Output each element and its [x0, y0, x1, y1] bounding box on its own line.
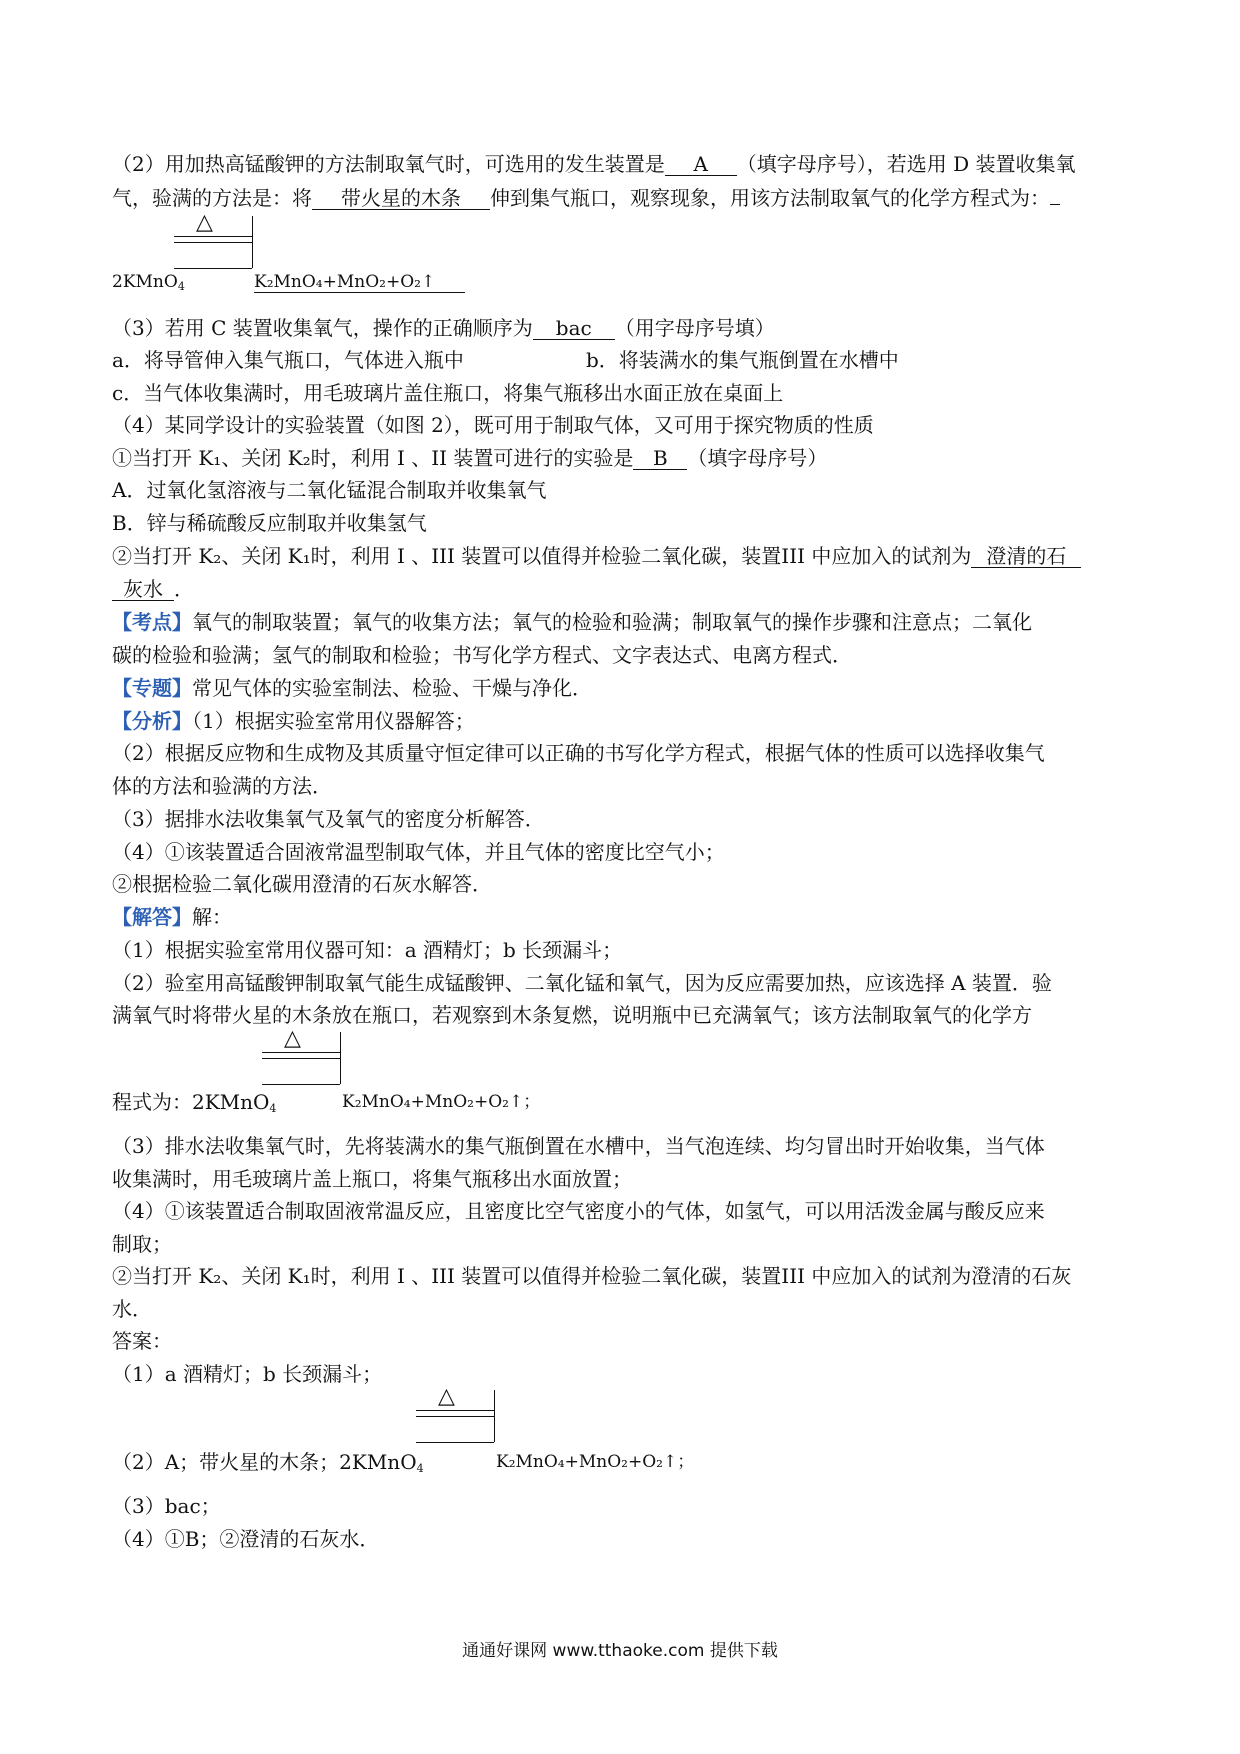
jieda-line4: 程式为：2KMnO$_4$	[112, 1090, 277, 1115]
delta-icon: △	[284, 1026, 301, 1051]
q3-opt-a: a．将导管伸入集气瓶口，气体进入瓶中	[112, 348, 464, 372]
answer-3: （3）bac；	[112, 1494, 221, 1518]
q2-line1	[112, 152, 1075, 176]
q4-blank2b: 灰水	[112, 578, 174, 601]
q4-opt-A: A．过氧化氢溶液与二氧化锰混合制取并收集氧气	[112, 478, 547, 502]
page-footer: 通通好课网 www.tthaoke.com 提供下载	[462, 1641, 778, 1661]
jieda-line7: （4）①该装置适合制取固液常温反应，且密度比空气密度小的气体，如氢气，可以用活泼金属与酸反应来	[112, 1199, 1045, 1223]
zhuanti-line: 【专题】常见气体的实验室制法、检验、干燥与净化．	[112, 676, 592, 700]
jieda-line6: 收集满时，用毛玻璃片盖上瓶口，将集气瓶移出水面放置；	[112, 1167, 632, 1191]
jieda-line5: （3）排水法收集氧气时，先将装满水的集气瓶倒置在水槽中，当气泡连续、均匀冒出时开始收集，当气体	[112, 1134, 1045, 1158]
q3-blank: bac	[533, 317, 615, 340]
kaodian-line1: 【考点】氧气的制取装置；氧气的收集方法；氧气的检验和验满；制取氧气的操作步骤和注意点；二氧化	[112, 610, 1032, 634]
answer-title: 答案：	[112, 1329, 172, 1353]
jieda-equation-right: K₂MnO₄+MnO₂+O₂↑；	[342, 1092, 541, 1112]
q2-text1: （2）用加热高锰酸钾的方法制取氧气时，可选用的发生装置是	[112, 152, 665, 176]
q2-equation-left: 2KMnO$_4$	[112, 272, 185, 293]
answer-4: （4）①B；②澄清的石灰水．	[112, 1527, 380, 1551]
q4-part2-cont: 灰水 ．	[112, 577, 194, 601]
answer-2-equation-right: K₂MnO₄+MnO₂+O₂↑；	[496, 1452, 695, 1472]
fenxi-line6: ②根据检验二氧化碳用澄清的石灰水解答．	[112, 872, 492, 896]
jieda-line0: 【解答】解：	[112, 905, 232, 929]
delta-icon: △	[196, 210, 213, 235]
q2-blank3	[1050, 204, 1060, 205]
q2-text4: 伸到集气瓶口，观察现象，用该方法制取氧气的化学方程式为：	[490, 186, 1050, 210]
q2-text3: 气，验满的方法是：将	[112, 186, 312, 210]
q3-line1: （3）若用 C 装置收集氧气，操作的正确顺序为 bac （用字母序号填）	[112, 316, 775, 340]
jieda-line8: 制取；	[112, 1232, 172, 1256]
kaodian-line2: 碳的检验和验满；氢气的制取和检验；书写化学方程式、文字表达式、电离方程式．	[112, 643, 852, 667]
kaodian-tag: 【考点】	[112, 610, 192, 634]
q4-part2: ②当打开 K₂、关闭 K₁时，利用 I 、III 装置可以值得并检验二氧化碳，装置III 中应加入的试剂为 澄清的石	[112, 544, 1081, 568]
q3-opt-c: c．当气体收集满时，用毛玻璃片盖住瓶口，将集气瓶移出水面正放在桌面上	[112, 381, 784, 405]
answer-2: （2）A；带火星的木条；2KMnO$_4$	[112, 1450, 424, 1475]
q3-opt-b: b．将装满水的集气瓶倒置在水槽中	[586, 348, 899, 372]
fenxi-line3: 体的方法和验满的方法．	[112, 774, 332, 798]
q2-line2	[112, 186, 1060, 210]
q4-part1: ①当打开 K₁、关闭 K₂时，利用 I 、II 装置可进行的实验是 B （填字母序号）	[112, 446, 828, 470]
q4-opt-B: B．锌与稀硫酸反应制取并收集氢气	[112, 511, 427, 535]
q2-equation-right: K₂MnO₄+MnO₂+O₂↑	[254, 272, 465, 293]
q2-blank2: 带火星的木条	[312, 187, 490, 210]
q2-blank1: A	[665, 153, 737, 176]
answer-1: （1）a 酒精灯；b 长颈漏斗；	[112, 1362, 383, 1386]
jieda-line9: ②当打开 K₂、关闭 K₁时，利用 I 、III 装置可以值得并检验二氧化碳，装置III 中应加入的试剂为澄清的石灰	[112, 1264, 1072, 1288]
q4-blank2a: 澄清的石	[971, 545, 1081, 568]
fenxi-line5: （4）①该装置适合固液常温型制取气体，并且气体的密度比空气小；	[112, 840, 725, 864]
q4-blank1: B	[633, 447, 687, 470]
fenxi-tag: 【分析】	[112, 709, 192, 733]
jieda-line2: （2）验室用高锰酸钾制取氧气能生成锰酸钾、二氧化锰和氧气，因为反应需要加热，应该选择 A 装置．验	[112, 971, 1052, 995]
jieda-line3: 满氧气时将带火星的木条放在瓶口，若观察到木条复燃，说明瓶中已充满氧气；该方法制取氧气的化学方	[112, 1003, 1032, 1027]
q2-text2: （填字母序号），若选用 D 装置收集氧	[736, 152, 1076, 176]
delta-icon: △	[438, 1384, 455, 1409]
zhuanti-tag: 【专题】	[112, 676, 192, 700]
fenxi-line2: （2）根据反应物和生成物及其质量守恒定律可以正确的书写化学方程式，根据气体的性质可以选择收集气	[112, 741, 1045, 765]
q4-intro: （4）某同学设计的实验装置（如图 2），既可用于制取气体，又可用于探究物质的性质	[112, 413, 874, 437]
fenxi-line1: 【分析】（1）根据实验室常用仪器解答；	[112, 709, 475, 733]
jieda-line1: （1）根据实验室常用仪器可知：a 酒精灯；b 长颈漏斗；	[112, 938, 623, 962]
jieda-tag: 【解答】	[112, 905, 192, 929]
jieda-line10: 水．	[112, 1297, 152, 1321]
fenxi-line4: （3）据排水法收集氧气及氧气的密度分析解答．	[112, 807, 545, 831]
